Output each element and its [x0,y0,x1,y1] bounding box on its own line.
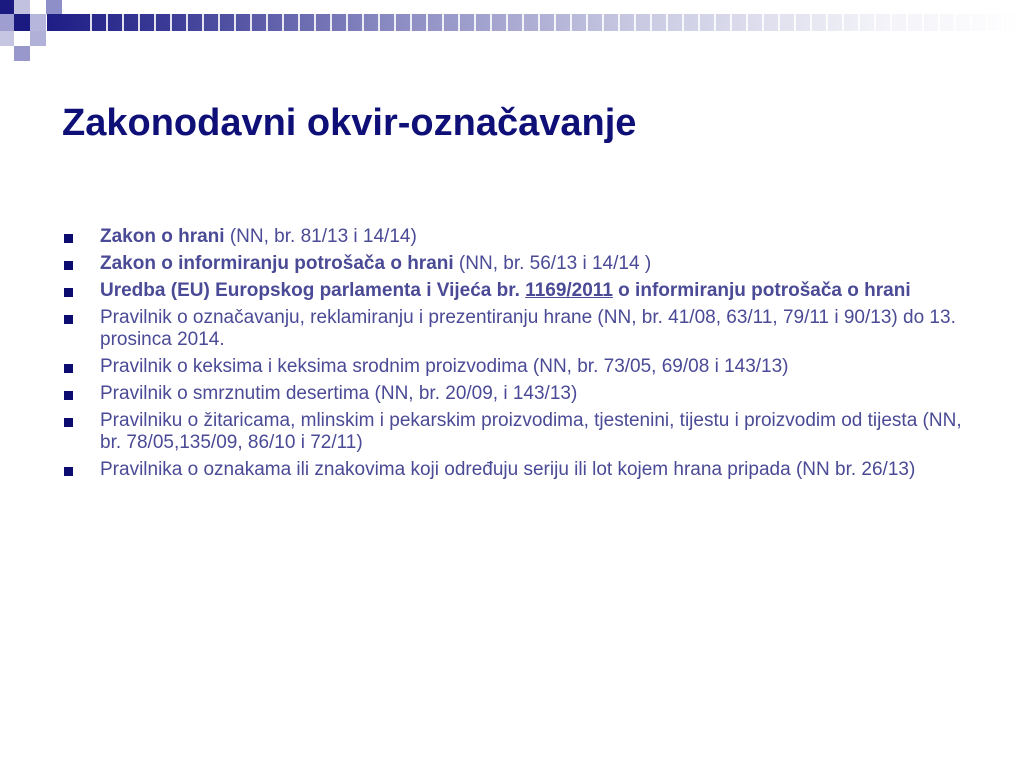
law-reference: (NN, br. 81/13 i 14/14) [224,226,417,247]
decor-square [0,14,14,31]
decor-square [30,31,46,46]
list-item [60,356,970,378]
square-bullet-icon [64,234,73,243]
square-bullet-icon [64,261,73,270]
decor-square [0,0,14,14]
bullet-list [60,226,970,486]
list-item [60,410,970,454]
regulation-link[interactable]: 1169/2011 [525,280,613,301]
decor-square [14,46,30,61]
list-item [60,459,970,481]
regulation-text: Pravilniku o žitaricama, mlinskim i pekarskim proizvodima, tjestenini, tijestu i proizvodim od tijesta (NN, br. 78/05,135/09, 86/10 i 72/11) [100,410,962,453]
header-tick-pattern [76,14,1024,31]
decor-square [46,0,62,14]
decor-square [0,31,14,46]
square-bullet-icon [64,467,73,476]
decor-square [30,14,46,31]
list-item [60,383,970,405]
square-bullet-icon [64,288,73,297]
list-item [60,280,970,302]
square-bullet-icon [64,315,73,324]
regulation-name: Uredba (EU) Europskog parlamenta i Vijeća br. [100,280,526,301]
regulation-text: Pravilnika o oznakama ili znakovima koji određuju seriju ili lot kojem hrana pripada (NN br. 26/13) [100,459,916,480]
decor-square [14,0,30,14]
list-item [60,253,970,275]
square-bullet-icon [64,391,73,400]
regulation-text: Pravilnik o smrznutim desertima (NN, br. 20/09, i 143/13) [100,383,578,404]
header-decoration [0,0,1024,70]
law-reference: (NN, br. 56/13 i 14/14 ) [453,253,652,274]
list-item [60,307,970,351]
decor-square [14,14,30,31]
law-name: Zakon o informiranju potrošača o hrani [100,253,454,274]
law-name: Zakon o hrani [100,226,225,247]
slide-title: Zakonodavni okvir-označavanje [62,102,637,144]
square-bullet-icon [64,364,73,373]
list-item [60,226,970,248]
square-bullet-icon [64,418,73,427]
regulation-text: Pravilnik o označavanju, reklamiranju i prezentiranju hrane (NN, br. 41/08, 63/11, 79/11 i 90/13) do 13. prosinca 2014. [100,307,956,350]
regulation-name-continued: o informiranju potrošača o hrani [612,280,911,301]
regulation-text: Pravilnik o keksima i keksima srodnim proizvodima (NN, br. 73/05, 69/08 i 143/13) [100,356,789,377]
